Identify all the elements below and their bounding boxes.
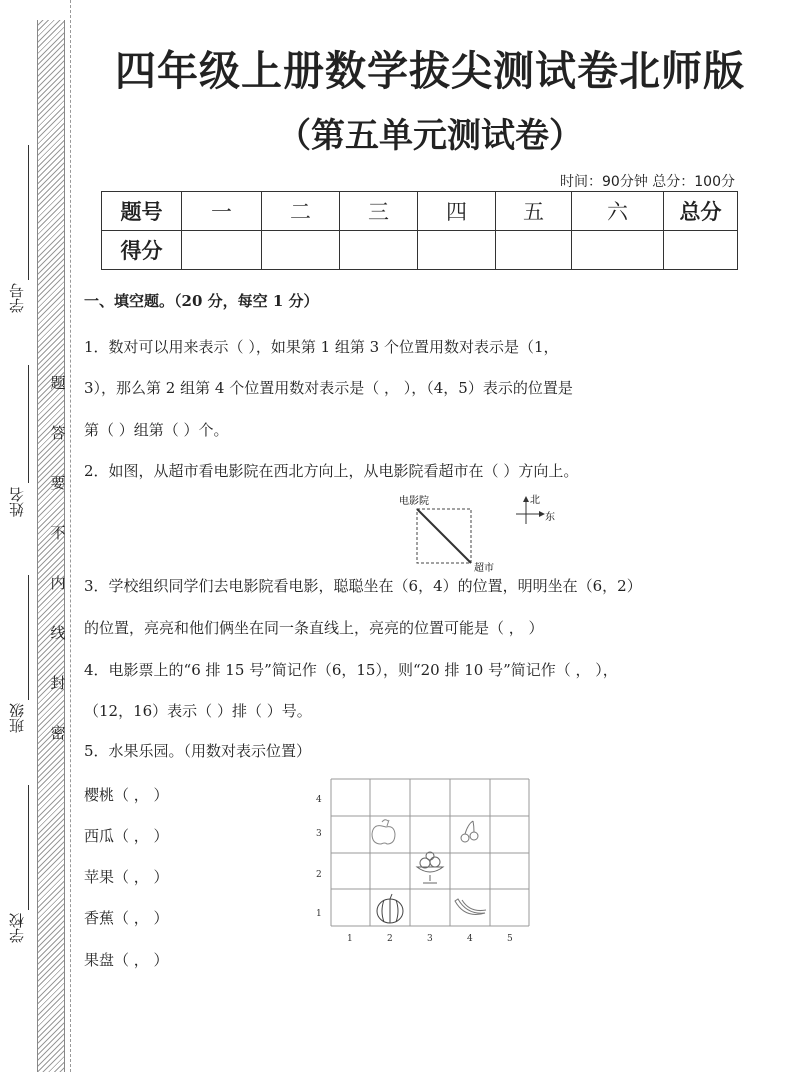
question-3-line-2: 的位置，亮亮和他们俩坐在同一条直线上，亮亮的位置可能是（ ， ） <box>84 619 544 637</box>
fruit-item-banana: 香蕉（ ， ） <box>84 909 169 927</box>
score-row-label: 得分 <box>102 231 182 270</box>
question-2: 2．如图，从超市看电影院在西北方向上，从电影院看超市在（ ）方向上。 <box>84 462 579 480</box>
col-part-3: 三 <box>340 192 418 231</box>
question-5-title: 5．水果乐园。（用数对表示位置） <box>84 742 312 760</box>
question-3-line-1: 3．学校组织同学们去电影院看电影，聪聪坐在（6，4）的位置，明明坐在（6，2） <box>84 577 642 595</box>
score-cell[interactable] <box>418 231 496 270</box>
binding-hatch-strip <box>37 20 65 1072</box>
school-field[interactable] <box>0 785 34 955</box>
seal-char: 不 <box>50 524 66 542</box>
score-cell[interactable] <box>262 231 340 270</box>
fruit-item-apple: 苹果（ ， ） <box>84 868 169 886</box>
fruit-grid <box>310 776 535 951</box>
score-cell[interactable] <box>572 231 664 270</box>
col-part-1: 一 <box>182 192 262 231</box>
col-part-6: 六 <box>572 192 664 231</box>
grid-y-label: 1 <box>316 909 322 919</box>
cherry-icon <box>461 821 478 842</box>
score-cell[interactable] <box>496 231 572 270</box>
time-info: 时间：90分钟 总分：100分 <box>560 174 735 190</box>
col-question-number: 题号 <box>102 192 182 231</box>
grid-y-label: 3 <box>316 829 322 839</box>
grid-x-label: 5 <box>507 934 513 944</box>
seal-char: 线 <box>50 624 66 642</box>
score-table <box>101 191 738 270</box>
section-heading: 一、填空题。（20 分，每空 1 分） <box>84 292 319 310</box>
watermelon-icon <box>377 894 403 923</box>
north-label: 北 <box>530 495 540 506</box>
score-cell[interactable] <box>340 231 418 270</box>
col-part-5: 五 <box>496 192 572 231</box>
score-table-score-row <box>102 231 738 270</box>
col-total: 总分 <box>664 192 738 231</box>
page-title: 四年级上册数学拔尖测试卷北师版 <box>115 47 745 95</box>
seal-char: 要 <box>50 474 66 492</box>
question-4-line-1: 4．电影票上的“6 排 15 号”简记作（6，15），则“20 排 10 号”简记作（ ， ）， <box>84 661 618 679</box>
north-arrow-icon <box>523 496 529 502</box>
question-4-line-2: （12，16）表示（ ）排（ ）号。 <box>84 702 312 720</box>
score-cell[interactable] <box>664 231 738 270</box>
cut-line <box>70 0 71 1072</box>
seal-char: 密 <box>50 724 66 742</box>
seal-char: 答 <box>50 424 66 442</box>
figure-diagonal <box>417 509 471 563</box>
score-table-header-row <box>102 192 738 231</box>
seal-char: 内 <box>50 574 66 592</box>
grid-x-label: 1 <box>347 934 353 944</box>
grid-x-label: 4 <box>467 934 473 944</box>
class-label: 班级 <box>8 703 26 733</box>
fruit-item-cherry: 樱桃（ ， ） <box>84 786 169 804</box>
question-1-line-2: 3），那么第 2 组第 4 个位置用数对表示是（ ， ），（4，5）表示的位置是 <box>84 379 573 397</box>
class-field[interactable] <box>0 575 34 745</box>
student-id-label: 学号 <box>8 283 26 313</box>
seal-char: 封 <box>50 674 66 692</box>
apple-icon <box>372 820 395 844</box>
question-1-line-3: 第（ ）组第（ ）个。 <box>84 421 229 439</box>
class-blank <box>28 575 29 700</box>
school-blank <box>28 785 29 910</box>
grid-y-label: 4 <box>316 795 322 805</box>
banana-icon <box>455 899 486 915</box>
score-cell[interactable] <box>182 231 262 270</box>
seal-char: 题 <box>50 374 66 392</box>
grid-x-label: 3 <box>427 934 433 944</box>
name-blank <box>28 365 29 483</box>
fruit-item-fruit-plate: 果盘（ ， ） <box>84 951 169 969</box>
student-id-blank <box>28 145 29 280</box>
page-subtitle: （第五单元测试卷） <box>277 116 583 156</box>
student-id-field[interactable] <box>0 145 34 325</box>
east-label: 东 <box>545 512 555 523</box>
grid-x-label: 2 <box>387 934 393 944</box>
name-field[interactable] <box>0 365 34 540</box>
fruit-plate-icon <box>417 852 443 883</box>
col-part-4: 四 <box>418 192 496 231</box>
market-label: 超市 <box>474 563 494 574</box>
name-label: 姓名 <box>8 487 26 517</box>
cinema-label: 电影院 <box>399 496 429 507</box>
question-1-line-1: 1．数对可以用来表示（ ），如果第 1 组第 3 个位置用数对表示是（1， <box>84 338 559 356</box>
direction-figure <box>396 492 576 574</box>
fruit-item-watermelon: 西瓜（ ， ） <box>84 827 169 845</box>
school-label: 学校 <box>8 913 26 943</box>
grid-y-label: 2 <box>316 870 322 880</box>
col-part-2: 二 <box>262 192 340 231</box>
